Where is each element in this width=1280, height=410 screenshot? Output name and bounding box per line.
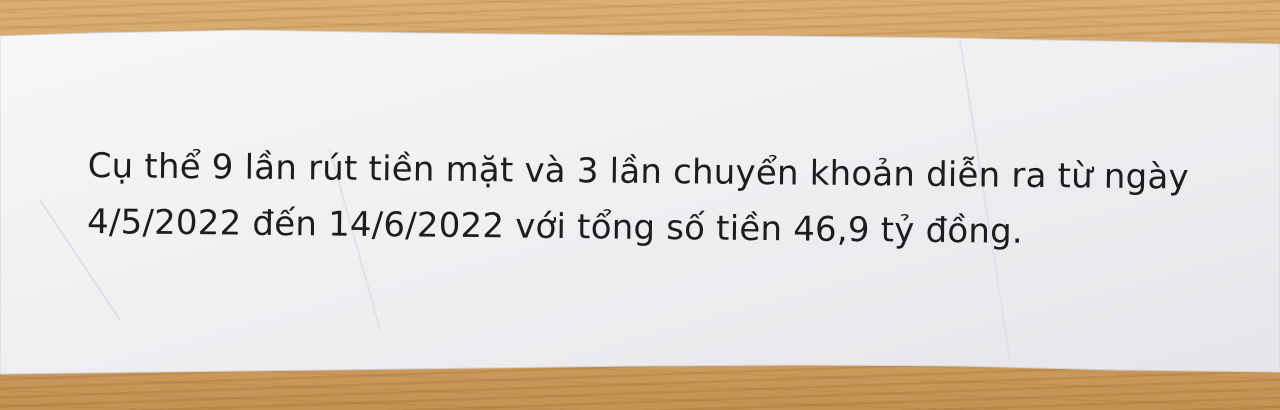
note-line-1: Cụ thể 9 lần rút tiền mặt và 3 lần chuyển khoản diễn ra từ ngày (87, 145, 1190, 198)
note-line-2: 4/5/2022 đến 14/6/2022 với tổng số tiền 46,9 tỷ đồng. (86, 201, 1024, 252)
printed-note (87, 138, 1258, 262)
